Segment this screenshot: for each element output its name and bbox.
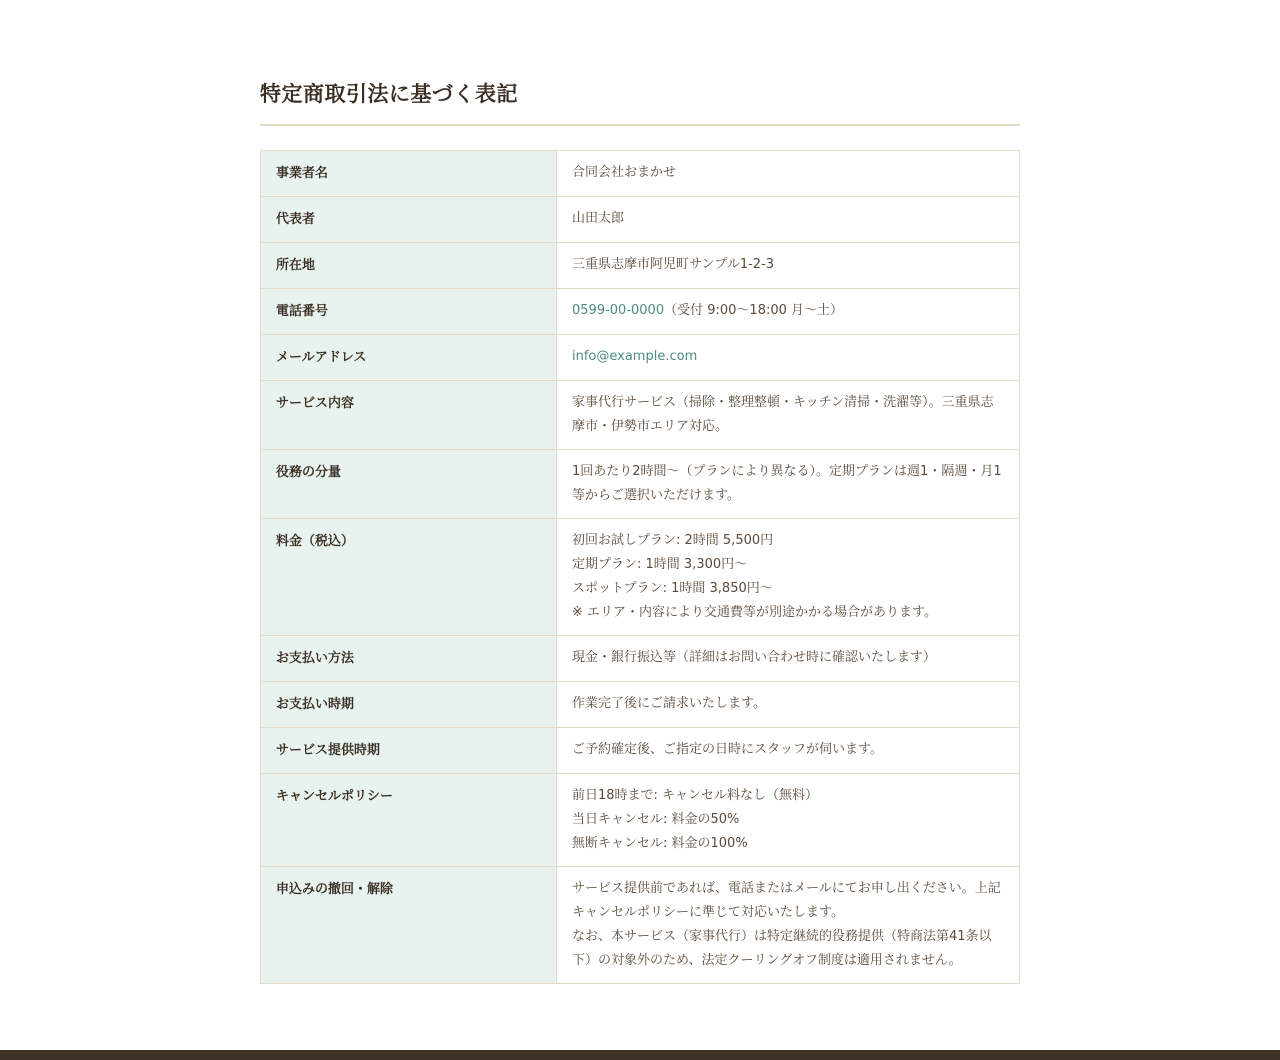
value-line: 三重県志摩市阿児町サンプル1-2-3 [572, 257, 775, 272]
table-row [261, 867, 1020, 984]
email-link[interactable]: info@example.com [572, 349, 698, 364]
value-line: ※ エリア・内容により交通費等が別途かかる場合があります。 [572, 605, 937, 620]
table-row [261, 289, 1020, 335]
value-line: 合同会社おまかせ [572, 165, 677, 180]
table-row [261, 636, 1020, 682]
row-value-business-name [557, 151, 1020, 197]
table-row [261, 335, 1020, 381]
value-line: サービス提供前であれば、電話またはメールにてお申し出ください。上記キャンセルポリシーに準じて対応いたします。 [572, 881, 1001, 920]
value-line: 前日18時まで: キャンセル料なし（無料） [572, 788, 819, 803]
row-label-business-name: 事業者名 [261, 151, 557, 197]
title-divider [260, 124, 1020, 126]
table-row [261, 197, 1020, 243]
table-row [261, 682, 1020, 728]
value-line: 山田太郎 [572, 211, 625, 226]
value-line: 家事代行サービス（掃除・整理整頓・キッチン清掃・洗濯等）。三重県志摩市・伊勢市エリア対応。 [572, 395, 994, 434]
table-row [261, 151, 1020, 197]
table-row [261, 381, 1020, 450]
table-row [261, 774, 1020, 867]
row-value-withdrawal [557, 867, 1020, 984]
row-label-service-quantity: 役務の分量 [261, 450, 557, 519]
row-label-payment-timing: お支払い時期 [261, 682, 557, 728]
value-line: 初回お試しプラン: 2時間 5,500円 [572, 533, 774, 548]
row-label-service-content: サービス内容 [261, 381, 557, 450]
value-line: 定期プラン: 1時間 3,300円〜 [572, 557, 748, 572]
page-title: 特定商取引法に基づく表記 [260, 82, 518, 106]
value-line: なお、本サービス（家事代行）は特定継続的役務提供（特商法第41条以下）の対象外のため、法定クーリングオフ制度は適用されません。 [572, 929, 992, 968]
value-line: スポットプラン: 1時間 3,850円〜 [572, 581, 773, 596]
row-label-cancel-policy: キャンセルポリシー [261, 774, 557, 867]
row-value-service-quantity [557, 450, 1020, 519]
row-label-phone: 電話番号 [261, 289, 557, 335]
row-label-service-timing: サービス提供時期 [261, 728, 557, 774]
row-label-representative: 代表者 [261, 197, 557, 243]
row-value-price [557, 519, 1020, 636]
row-value-email [557, 335, 1020, 381]
phone-link[interactable]: 0599-00-0000 [572, 303, 665, 318]
row-label-price: 料金（税込） [261, 519, 557, 636]
value-line: 当日キャンセル: 料金の50% [572, 812, 740, 827]
row-label-payment-method: お支払い方法 [261, 636, 557, 682]
row-value-service-timing [557, 728, 1020, 774]
row-value-payment-timing [557, 682, 1020, 728]
table-row [261, 728, 1020, 774]
row-value-service-content [557, 381, 1020, 450]
value-line: 作業完了後にご請求いたします。 [572, 696, 766, 711]
row-value-phone [557, 289, 1020, 335]
value-line: 1回あたり2時間〜（プランにより異なる）。定期プランは週1・隔週・月1等からご選択いただけます。 [572, 464, 1002, 503]
row-value-payment-method [557, 636, 1020, 682]
row-value-address [557, 243, 1020, 289]
table-row [261, 243, 1020, 289]
value-line: ご予約確定後、ご指定の日時にスタッフが伺います。 [572, 742, 883, 757]
phone-line [572, 299, 1005, 323]
row-value-representative [557, 197, 1020, 243]
legal-info-table [260, 150, 1020, 984]
row-label-address: 所在地 [261, 243, 557, 289]
row-value-cancel-policy [557, 774, 1020, 867]
value-line: 無断キャンセル: 料金の100% [572, 836, 748, 851]
footer-bar [0, 1050, 1280, 1060]
value-line: 現金・銀行振込等（詳細はお問い合わせ時に確認いたします） [572, 650, 937, 665]
row-label-email: メールアドレス [261, 335, 557, 381]
phone-hours-note: （受付 9:00〜18:00 月〜土） [664, 303, 844, 318]
row-label-withdrawal: 申込みの撤回・解除 [261, 867, 557, 984]
table-row [261, 519, 1020, 636]
table-row [261, 450, 1020, 519]
